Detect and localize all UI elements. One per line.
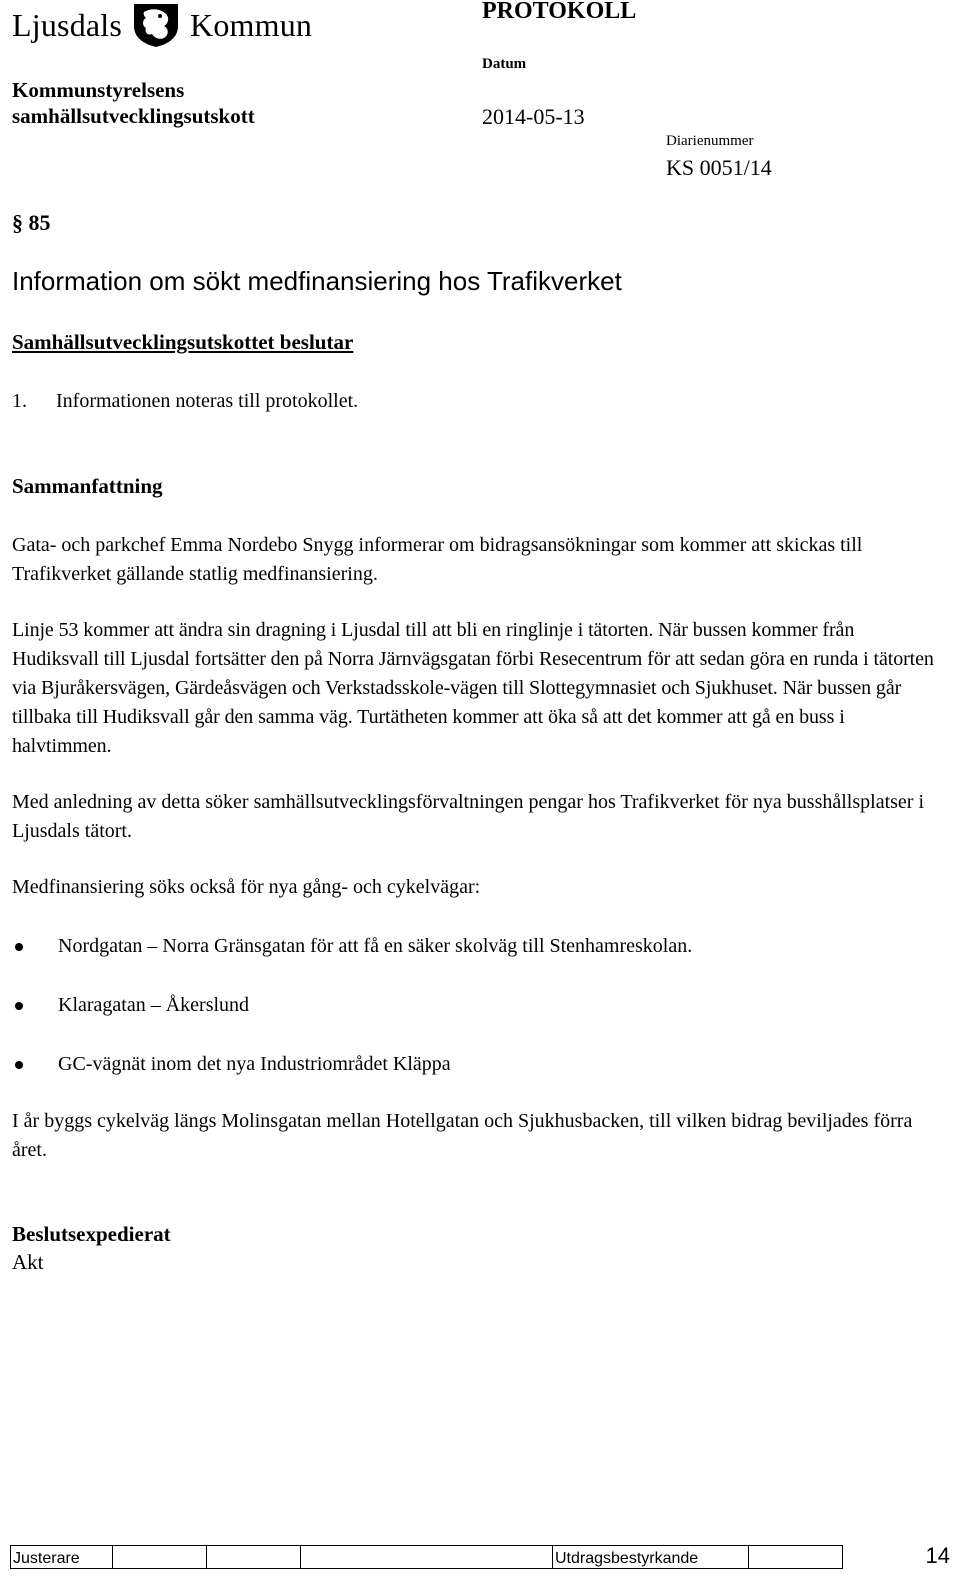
bullet-icon [15,1061,23,1069]
signature-cell [300,1545,552,1569]
paragraph-number: § 85 [12,210,51,235]
closing-paragraph: I år byggs cykelväg längs Molinsgatan mellan Hotellgatan och Sjukhusbacken, till vilken bidrag beviljades förra året. [12,1110,913,1161]
decision-item-text: Informationen noteras till protokollet. [56,390,359,412]
diarienummer-value: KS 0051/14 [666,155,772,180]
summary-heading: Sammanfattning [12,474,163,498]
page-title: Information om sökt medfinansiering hos Trafikverket [12,266,622,296]
logo-text-right: Kommun [190,6,313,43]
decision-item-number: 1. [12,390,27,412]
date-label: Datum [482,56,527,72]
logo-text-left: Ljusdals [12,6,123,43]
utdragsbestyrkande-label: Utdragsbestyrkande [555,1550,699,1567]
summary-paragraph-1: Gata- och parkchef Emma Nordebo Snygg informerar om bidragsansökningar som kommer att skickas till Trafikverket gällande statlig medfinansiering. [12,534,863,585]
bullet-icon [15,1002,23,1010]
signature-footer [10,1545,952,1571]
justerare-cell [10,1545,112,1569]
summary-paragraph-2: Linje 53 kommer att ändra sin dragning i Ljusdal till att bli en ringlinje i tätorten. När bussen kommer från Hudiksvall till Ljusdal fortsätter den på Norra Järnvägsgatan förbi Resecentrum för att sedan göra en runda i tätorten via Bjuråkersvägen, Gärdeåsvägen och Verkstadsskole-vägen till Slottegymnasiet och Sjukhuset. När bussen går tillbaka till Hudiksvall går den samma väg. Turtätheten kommer att öka så att det kommer att gå en buss i halvtimmen. [12,619,934,757]
organization-line-2: samhällsutvecklingsutskott [12,104,255,128]
list-item-text: GC-vägnät inom det nya Industriområdet Kläppa [58,1053,451,1075]
bullet-list [12,932,942,1109]
organization-line-1: Kommunstyrelsens [12,78,185,102]
signature-cell [748,1545,842,1569]
list-item [12,991,942,1020]
utdragsbestyrkande-cell [552,1545,748,1569]
justerare-label: Justerare [13,1550,80,1567]
signature-cell [112,1545,206,1569]
diarienummer-label: Diarienummer [666,133,754,149]
page-number-cell [842,1545,952,1569]
list-item [12,1050,942,1079]
summary-paragraph-4: Medfinansiering söks också för nya gång- och cykelvägar: [12,876,481,898]
expedited-recipient: Akt [12,1250,44,1274]
decision-heading: Samhällsutvecklingsutskottet beslutar [12,330,354,354]
page-number: 14 [925,1543,950,1568]
list-item-text: Nordgatan – Norra Gränsgatan för att få en säker skolväg till Stenhamreskolan. [58,935,693,957]
document-type: PROTOKOLL [482,0,637,24]
decision-item [12,390,358,413]
list-item [12,932,942,961]
summary-paragraph-3: Med anledning av detta söker samhällsutvecklingsförvaltningen pengar hos Trafikverket för nya busshållsplatser i Ljusdals tätort. [12,791,925,842]
coat-of-arms-icon [130,2,182,48]
date-value: 2014-05-13 [482,104,585,129]
expedited-heading: Beslutsexpedierat [12,1222,171,1246]
bullet-icon [15,943,23,951]
list-item-text: Klaragatan – Åkerslund [58,994,250,1016]
signature-cell [206,1545,300,1569]
municipality-logo [12,2,312,48]
